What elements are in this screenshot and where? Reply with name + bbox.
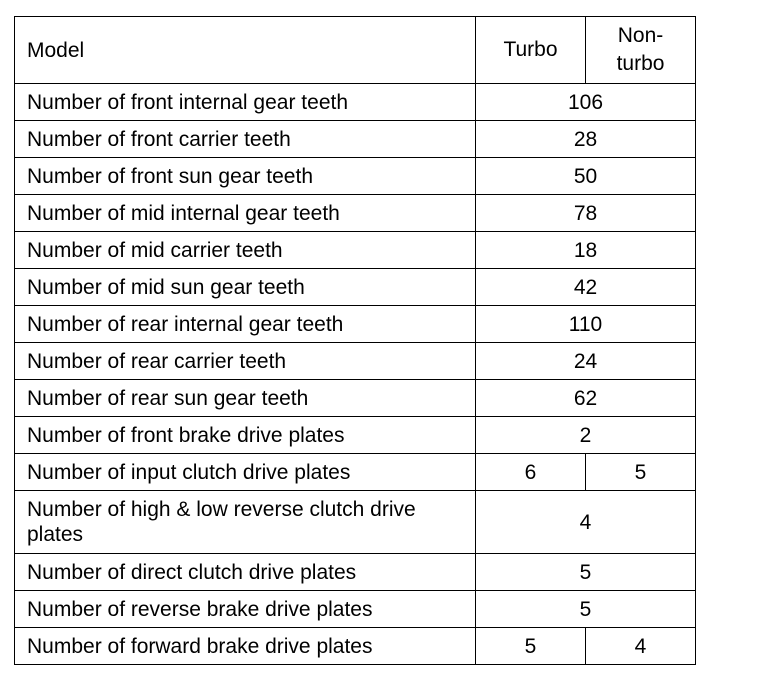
table-row: [15, 491, 696, 554]
nonturbo-header-line2: turbo: [616, 52, 665, 75]
table-row: [15, 454, 696, 491]
row-label: Number of mid internal gear teeth: [15, 195, 476, 232]
row-label: Number of rear internal gear teeth: [15, 306, 476, 343]
row-label: Number of mid sun gear teeth: [15, 269, 476, 306]
row-value: 5: [476, 591, 696, 628]
table-row: [15, 628, 696, 665]
table-row: [15, 269, 696, 306]
row-label: Number of mid carrier teeth: [15, 232, 476, 269]
table-row: [15, 232, 696, 269]
row-value-nonturbo: 5: [586, 454, 696, 491]
row-value-nonturbo: 4: [586, 628, 696, 665]
row-label: Number of input clutch drive plates: [15, 454, 476, 491]
row-label: Number of forward brake drive plates: [15, 628, 476, 665]
row-value: 4: [476, 491, 696, 554]
row-value: 5: [476, 554, 696, 591]
nonturbo-header: [586, 17, 696, 84]
table-row: [15, 84, 696, 121]
turbo-header: Turbo: [476, 17, 586, 84]
table-row: [15, 380, 696, 417]
table-row: [15, 158, 696, 195]
row-value: 18: [476, 232, 696, 269]
row-value: 78: [476, 195, 696, 232]
row-label: Number of rear sun gear teeth: [15, 380, 476, 417]
model-header: Model: [15, 17, 476, 84]
row-value: 62: [476, 380, 696, 417]
row-label: Number of front sun gear teeth: [15, 158, 476, 195]
table-row: [15, 306, 696, 343]
row-label: Number of front carrier teeth: [15, 121, 476, 158]
row-value: 110: [476, 306, 696, 343]
table-row: [15, 195, 696, 232]
row-value: 50: [476, 158, 696, 195]
table-row: [15, 591, 696, 628]
header-row: [15, 17, 696, 84]
row-value: 24: [476, 343, 696, 380]
gear-spec-table: [14, 16, 696, 665]
row-value: 42: [476, 269, 696, 306]
row-label: Number of direct clutch drive plates: [15, 554, 476, 591]
row-label: Number of high & low reverse clutch drive plates: [15, 491, 476, 554]
row-value: 106: [476, 84, 696, 121]
row-value-turbo: 5: [476, 628, 586, 665]
row-value: 28: [476, 121, 696, 158]
row-label: Number of front internal gear teeth: [15, 84, 476, 121]
row-label: Number of rear carrier teeth: [15, 343, 476, 380]
row-value: 2: [476, 417, 696, 454]
table-row: [15, 343, 696, 380]
table-row: [15, 121, 696, 158]
row-label: Number of reverse brake drive plates: [15, 591, 476, 628]
nonturbo-header-line1: Non-: [617, 24, 664, 47]
table-row: [15, 417, 696, 454]
table-row: [15, 554, 696, 591]
row-value-turbo: 6: [476, 454, 586, 491]
row-label: Number of front brake drive plates: [15, 417, 476, 454]
